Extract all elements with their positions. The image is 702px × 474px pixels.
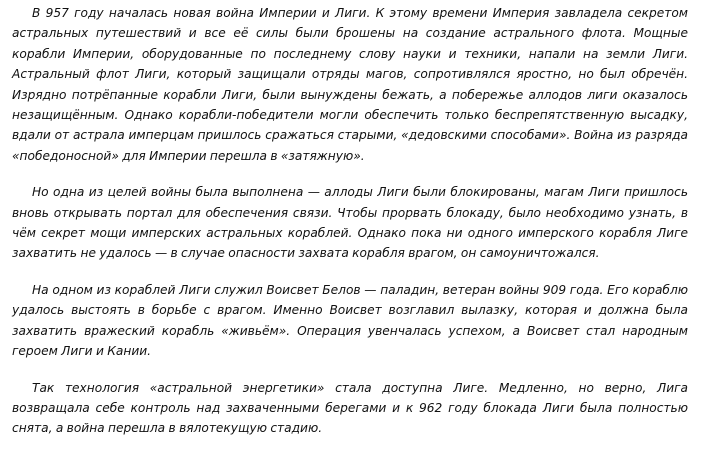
paragraph-blockade: Но одна из целей войны была выполнена — аллоды Лиги были блокированы, магам Лиги пришлось вновь открывать портал для обеспечения связи. Чтобы прорвать блокаду, было необходимо узнать, в чём секрет мощи имперских астральных кораблей. Однако пока ни одного имперского корабля Лиге захватить не удалось — в случае опасности захвата корабля врагом, он самоуничтожался. <box>12 185 688 261</box>
paragraph-war-start: В 957 году началась новая война Империи и Лиги. К этому времени Империя завладела секретом астральных путешествий и все её силы были брошены на создание астрального флота. Мощные корабли Империи, оборудованные по последнему слову науки и техники, напали на земли Лиги. Астральный флот Лиги, который защищали отряды магов, сопротивлялся яростно, но был обречён. Изрядно потрёпанные корабли Лиги, были вынуждены бежать, а побережье аллодов лиги оказалось незащищённым. Однако корабли-победители могли обеспечить только беспрепятственную высадку, вдали от астрала имперцам пришлось сражаться старыми, «дедовскими способами». Война из разряда «победоносной» для Империи перешла в «затяжную». <box>12 6 688 163</box>
paragraph-astral-energy: Так технология «астральной энергетики» стала доступна Лиге. Медленно, но верно, Лига возвращала себе контроль над захваченными берегами и к 962 году блокада Лиги была полностью снята, а война перешла в вялотекущую стадию. <box>12 380 688 436</box>
article-body <box>12 3 688 455</box>
paragraph-voisvet: На одном из кораблей Лиги служил Воисвет Белов — паладин, ветеран войны 909 года. Его кораблю удалось выстоять в борьбе с врагом. Именно Воисвет возглавил вылазку, которая и должна была захватить вражеский корабль «живьём». Операция увенчалась успехом, а Воисвет стал народным героем Лиги и Кании. <box>12 282 688 359</box>
